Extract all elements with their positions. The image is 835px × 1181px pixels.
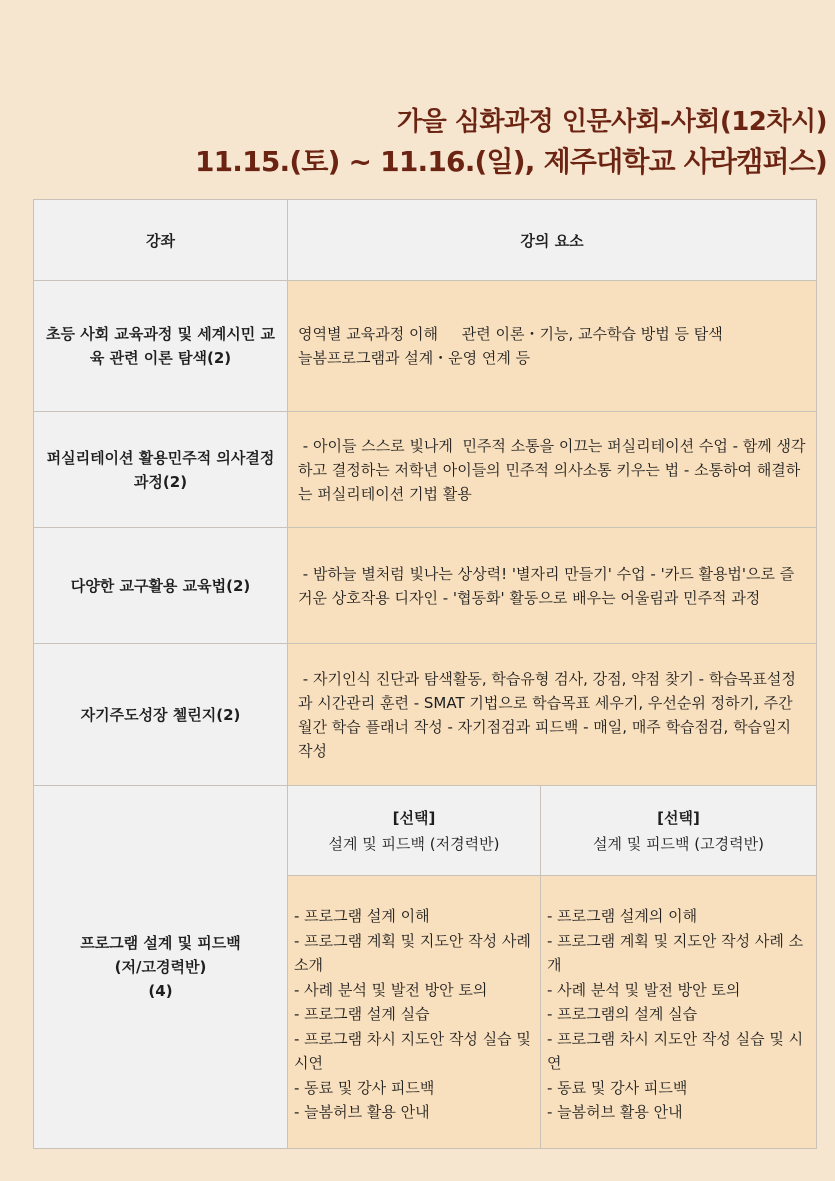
content-line: 늘봄프로그램과 설계・운영 연계 등: [298, 349, 531, 367]
list-item: - 늘봄허브 활용 안내: [547, 1103, 683, 1121]
program-option-header-row: [34, 786, 817, 876]
lecture-name-text: 다양한 교구활용 교육법(2): [70, 576, 251, 595]
lecture-content: [288, 281, 817, 412]
list-item: - 동료 및 강사 피드백: [547, 1078, 688, 1097]
page-title: 가을 심화과정 인문사회-사회(12차시): [397, 107, 827, 137]
table-row: [34, 528, 817, 644]
lecture-content: [288, 644, 817, 786]
header-lecture: 강좌: [34, 200, 288, 281]
list-item: - 프로그램 설계 이해: [294, 907, 430, 925]
list-item: - 프로그램 설계 실습: [294, 1005, 430, 1023]
lecture-name-line: (저/고경력반): [114, 958, 207, 976]
content-text: - 아이들 스스로 빛나게 민주적 소통을 이끄는 퍼실리테이션 수업 - 함께 생각하고 결정하는 저학년 아이들의 민주적 의사소통 키우는 법 - 소통하여 해결하는 퍼실리테이션 기법 활용: [298, 436, 806, 503]
list-item: - 프로그램 차시 지도안 작성 실습 및 시연: [547, 1029, 804, 1072]
option-tag: [선택]: [657, 808, 700, 827]
lecture-name: [34, 528, 288, 644]
lecture-name: [34, 412, 288, 528]
content-text: - 밤하늘 별처럼 빛나는 상상력! '별자리 만들기' 수업 - '카드 활용법'으로 즐거운 상호작용 디자인 - '협동화' 활동으로 배우는 어울림과 민주적 과정: [298, 564, 795, 607]
curriculum-table: [33, 199, 817, 1149]
list-item: - 프로그램의 설계 실습: [547, 1005, 698, 1023]
table-row: [34, 281, 817, 412]
option-name: 설계 및 피드백 (저경력반): [328, 834, 500, 853]
option-content-high-career: [541, 876, 817, 1149]
option-name: 설계 및 피드백 (고경력반): [593, 834, 764, 853]
lecture-name-line: 프로그램 설계 및 피드백: [80, 934, 241, 952]
title-block: [195, 104, 827, 182]
page-subtitle-date-location: 11.15.(토) ~ 11.16.(일), 제주대학교 사라캠퍼스): [194, 145, 827, 178]
list-item: - 프로그램 계획 및 지도안 작성 사례 소개: [547, 931, 804, 974]
option-header-low-career: [288, 786, 541, 876]
content-line: 영역별 교육과정 이해 관련 이론・기능, 교수학습 방법 등 탐색: [298, 325, 723, 343]
lecture-name: [34, 281, 288, 412]
lecture-name-text: 자기주도성장 첼린지(2): [80, 705, 241, 724]
table-header-row: [34, 200, 817, 281]
lecture-name-line: (4): [148, 982, 173, 1000]
option-tag: [선택]: [392, 808, 436, 827]
lecture-name: [34, 644, 288, 786]
lecture-content: [288, 412, 817, 528]
content-text: - 자기인식 진단과 탐색활동, 학습유형 검사, 강점, 약점 찾기 - 학습목표설정과 시간관리 훈련 - SMAT 기법으로 학습목표 세우기, 우선순위 정하기, 주간 월간 학습 플래너 작성 - 자기점검과 피드백 - 매일, 매주 학습점검, 학습일지 작성: [298, 669, 798, 760]
table-row: [34, 412, 817, 528]
option-header-high-career: [541, 786, 817, 876]
list-item: - 늘봄허브 활용 안내: [294, 1103, 430, 1121]
list-item: - 사례 분석 및 발전 방안 토의: [547, 980, 741, 999]
list-item: - 프로그램 설계의 이해: [547, 907, 698, 925]
list-item: - 동료 및 강사 피드백: [294, 1078, 435, 1097]
lecture-name-program: [34, 786, 288, 1149]
list-item: - 프로그램 차시 지도안 작성 실습 및 시연: [294, 1029, 531, 1072]
list-item: - 사례 분석 및 발전 방안 토의: [294, 980, 488, 999]
table-row: [34, 644, 817, 786]
lecture-name-text: 퍼실리테이션 활용민주적 의사결정 과정(2): [46, 448, 275, 491]
option-content-low-career: [288, 876, 541, 1149]
header-content: 강의 요소: [288, 200, 817, 281]
list-item: - 프로그램 계획 및 지도안 작성 사례 소개: [294, 931, 531, 974]
lecture-content: [288, 528, 817, 644]
lecture-name-text: 초등 사회 교육과정 및 세계시민 교육 관련 이론 탐색(2): [46, 325, 275, 367]
